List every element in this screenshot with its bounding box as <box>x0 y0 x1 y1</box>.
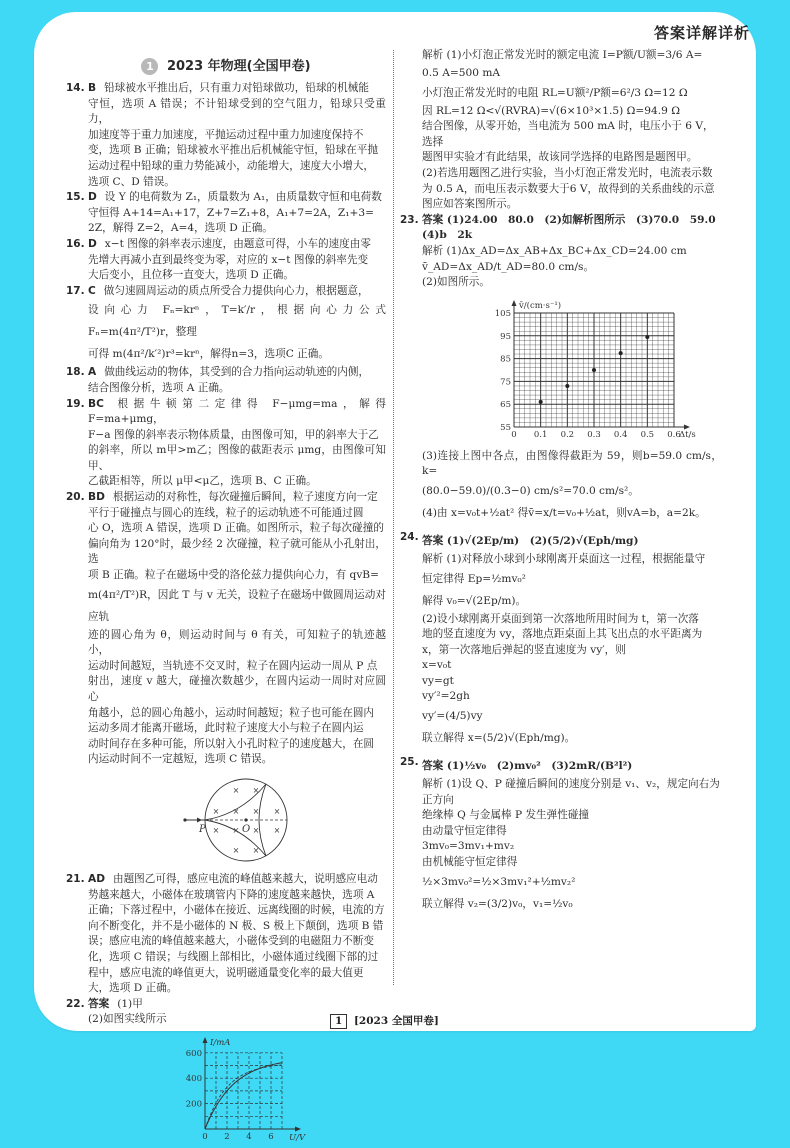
text-line: 解析 (1)Δx_AD=Δx_AB+Δx_BC+Δx_CD=24.00 cm <box>422 244 687 257</box>
text-line: 程中，感应电流的峰值更大，说明磁通量变化率的最大值更 <box>88 966 364 979</box>
x-tick-label: 2 <box>224 1131 230 1142</box>
text-line: 守恒得 A+14=A₁+17，Z+7=Z₁+8，A₁+7=2A，Z₁+3= <box>88 206 375 219</box>
x-axis-arrow-icon <box>295 1126 301 1131</box>
text-line: 动时间存在多种可能，所以射入小孔时粒子的速度越大，在圆 <box>88 737 375 750</box>
text-line <box>88 365 386 381</box>
x-tick-label: 6 <box>268 1131 274 1142</box>
question-number: 23. <box>400 213 419 226</box>
text-line: 偏向角为 120°时，最少经 2 次碰撞，粒子就可能从小孔射出，选 <box>88 537 386 566</box>
x-tick-label: 0 <box>511 429 517 440</box>
text-content: 由题图乙可得，感应电流的峰值越来越大，说明感应电动 <box>113 872 378 885</box>
text-content: 根据牛顿第二定律得 F−μmg=ma，解得 F=ma+μmg， <box>88 397 386 426</box>
text-line: 内运动时间不一定越短，选项 C 错误。 <box>88 753 273 766</box>
text-line: 乙截距相等，所以 μ甲<μ乙，选项 B、C 正确。 <box>88 475 317 488</box>
question-25 <box>400 755 722 915</box>
text-line: ½×3mv₀²=½×3mv₁²+½mv₂² <box>422 875 576 888</box>
field-into-page-symbol: × <box>252 845 260 855</box>
data-point <box>565 384 569 388</box>
text-line: 大后变小，且位移一直变大，选项 D 正确。 <box>88 269 294 282</box>
text-line <box>88 490 386 506</box>
question-number: 16. <box>66 237 85 250</box>
q24-analysis <box>422 552 722 749</box>
answer-choice: 答案 <box>88 997 110 1010</box>
text-line: 势越来越大，小磁体在玻璃管内下降的速度越来越快，选项 A <box>88 888 375 901</box>
text-content: (1)甲 <box>117 997 143 1010</box>
x-tick-label: 0 <box>202 1131 208 1142</box>
text-line: (3)连接上图中各点，由图像得截距为 59，则b=59.0 cm/s，k= <box>422 449 722 478</box>
field-into-page-symbol: × <box>273 825 281 835</box>
text-line: 的斜率，所以 m甲>m乙；图像的截距表示 μmg，由图像可知甲、 <box>88 444 386 472</box>
text-line: 小灯泡正常发光时的电阻 RL=U额²/P额=6²/3 Ω=12 Ω <box>422 86 688 99</box>
velocity-time-chart <box>452 295 696 445</box>
text-line: 守恒，选项 A 错误；不计铅球受到的空气阻力，铅球只受重力， <box>88 97 386 126</box>
y-axis-label: v̄/(cm·s⁻¹) <box>519 300 562 311</box>
x-tick-label: 0.5 <box>640 429 655 440</box>
section-number-badge: 1 <box>141 58 158 75</box>
x-tick-label: 0.4 <box>613 429 628 440</box>
field-into-page-symbol: × <box>252 785 260 795</box>
text-line: 加速度等于重力加速度，平抛运动过程中重力加速度保持不 <box>88 128 364 141</box>
question-14 <box>66 81 386 190</box>
answer-choice: AD <box>88 872 105 885</box>
field-into-page-symbol: × <box>232 825 240 835</box>
text-line: vy′²=2gh <box>422 690 470 703</box>
answer-line: (4)b 2k <box>422 229 473 242</box>
text-line: x，第一次落地后弹起的竖直速度为 vy′，则 <box>422 643 626 656</box>
question-17 <box>66 284 386 366</box>
answer-line: 答案 (1)24.00 80.0 (2)如解析图所示 (3)70.0 59.0 <box>422 213 716 226</box>
question-20 <box>66 490 386 768</box>
field-into-page-symbol: × <box>252 806 260 816</box>
q23-analysis-part2 <box>422 449 722 524</box>
text-line: 解析 (1)设 Q、P 碰撞后瞬间的速度分别是 v₁、v₂，规定向右为 <box>422 778 720 791</box>
page-footer <box>330 1013 439 1029</box>
q22-analysis <box>400 44 722 213</box>
question-23 <box>400 213 722 524</box>
question-number: 22. <box>66 997 85 1010</box>
answer-choice: D <box>88 191 97 204</box>
solid-curve <box>205 1063 282 1129</box>
left-question-list <box>66 81 386 1144</box>
text-line: 化，选项 C 错误；与线圈上部相比，小磁体通过线圈下部的过 <box>88 950 379 963</box>
q25-answer: 答案 (1)½v₀ (2)mv₀² (3)2mR/(B²l²) <box>422 760 633 773</box>
question-18 <box>66 365 386 396</box>
answer-choice: B <box>88 82 97 94</box>
center-dot <box>244 818 247 821</box>
text-line: (2)如图所示。 <box>422 276 490 289</box>
x-axis-label: U/V <box>289 1132 306 1143</box>
text-line: 角越小，总的圆心角越小，运动时间越短；粒子也可能在圆内 <box>88 706 375 719</box>
field-into-page-symbol: × <box>232 845 240 855</box>
question-number: 24. <box>400 530 419 543</box>
column-divider <box>393 50 394 985</box>
text-content: 根据运动的对称性，每次碰撞后瞬间，粒子速度方向一定 <box>112 491 378 504</box>
answer-choice: D <box>88 237 97 250</box>
text-line: 向不断变化，并不是小磁体的 N 极、S 极上下颠倒，选项 B 错 <box>88 919 384 932</box>
y-tick-label: 75 <box>500 377 511 388</box>
text-line: 题图甲实验才有此结果，故该同学选择的电路图是题图甲。 <box>422 151 698 164</box>
label-p: P <box>199 823 206 835</box>
text-line <box>88 397 386 428</box>
text-line <box>88 284 386 300</box>
text-line: 结合图像，从零开始，当电流为 500 mA 时，电压小于 6 V，选择 <box>422 120 714 148</box>
right-column <box>400 34 722 915</box>
text-line: 恒定律得 Ep=½mv₀² <box>422 572 526 585</box>
question-21 <box>66 872 386 997</box>
answer-choice: BD <box>88 491 105 504</box>
text-content: 做曲线运动的物体，其受到的合力指向运动轨迹的内侧， <box>104 366 370 379</box>
text-line: 先增大再减小直到最终变为零，对应的 x−t 图像的斜率先变 <box>88 253 369 266</box>
text-line: 正确；下落过程中，小磁体在接近、远离线圈的时候，电流的方 <box>88 904 385 917</box>
question-19 <box>66 397 386 491</box>
text-line: 为 0.5 A，而电压表示数要大于6 V，故得到的关系曲线的示意 <box>422 182 715 195</box>
field-into-page-symbol: × <box>273 806 281 816</box>
field-into-page-symbol: × <box>212 825 220 835</box>
text-line: 图应如答案图所示。 <box>422 198 518 211</box>
text-line: 联立解得 v₂=(3/2)v₀，v₁=½v₀ <box>422 897 573 910</box>
section-title-text: 2023 年物理(全国甲卷) <box>166 59 311 74</box>
question-number: 15. <box>66 191 85 204</box>
question-16 <box>66 237 386 284</box>
text-line: 联立解得 x=(5/2)√(Eph/mg)。 <box>422 732 576 745</box>
text-line <box>88 190 386 206</box>
data-point <box>539 400 543 404</box>
answer-choice: BC <box>88 397 104 410</box>
text-line: 绝缘棒 Q 与金属棒 P 发生弹性碰撞 <box>422 809 590 822</box>
text-line <box>88 997 386 1013</box>
text-line: 射出，速度 v 越大，碰撞次数越少，在圆内运动一周时对应圆心 <box>88 675 386 703</box>
section-title <box>66 57 386 77</box>
question-number: 19. <box>66 397 85 410</box>
question-15 <box>66 190 386 237</box>
field-into-page-symbol: × <box>232 806 240 816</box>
question-number: 18. <box>66 366 85 379</box>
text-line: 3mv₀=3mv₁+mv₂ <box>422 840 515 853</box>
text-line: 解得 v₀=√(2Ep/m)。 <box>422 594 527 607</box>
x-tick-label: 0.3 <box>587 429 601 440</box>
text-content: x−t 图像的斜率表示速度，由题意可得，小车的速度由零 <box>104 237 371 250</box>
text-line: 迹的圆心角为 θ，则运动时间与 θ 有关，可知粒子的轨迹越小， <box>88 628 386 657</box>
text-line: 因 RL=12 Ω<√(RVRA)=√(6×10³×1.5) Ω=94.9 Ω <box>422 104 680 117</box>
particle-source-dot <box>183 818 186 821</box>
text-line: 运动时间越短，当轨迹不交叉时，粒子在圆内运动一周从 P 点 <box>88 659 378 672</box>
x-tick-label: 0.6 <box>667 429 681 440</box>
text-line: 误；感应电流的峰值越来越大，小磁体受到的电磁阻力不断变 <box>88 935 375 948</box>
y-tick-label: 65 <box>500 399 511 410</box>
text-line: vy=gt <box>422 674 454 687</box>
dashed-curve <box>205 1065 282 1129</box>
text-content: 铅球被水平推出后，只有重力对铅球做功，铅球的机械能 <box>104 82 369 94</box>
y-tick-label: 200 <box>185 1099 202 1110</box>
text-line: 由动量守恒定律得 <box>422 824 507 837</box>
page-header-title: 答案详解详析 <box>653 24 750 42</box>
text-line: 解析 (1)小灯泡正常发光时的额定电流 I=P额/U额=3/6 A= <box>422 49 703 61</box>
text-line: 由机械能守恒定律得 <box>422 856 518 869</box>
text-line: 心 O，选项 A 错误，选项 D 正确。如图所示，粒子每次碰撞的 <box>88 522 384 535</box>
text-line: v̄_AD=Δx_AD/t_AD=80.0 cm/s。 <box>422 260 595 273</box>
text-content: 设 Y 的电荷数为 Z₁，质量数为 A₁，由质量数守恒和电荷数 <box>104 191 382 204</box>
text-line: 地的竖直速度为 vy，落地点距桌面上其飞出点的水平距离为 <box>422 628 703 641</box>
text-line: 解析 (1)对释放小球到小球刚离开桌面这一过程，根据能量守 <box>422 552 706 565</box>
y-tick-label: 55 <box>500 422 511 433</box>
data-point <box>645 335 649 339</box>
question-number: 25. <box>400 756 419 769</box>
text-line: (2)若选用题图乙进行实验，当小灯泡正常发光时，电流表示数 <box>422 166 713 179</box>
y-tick-label: 600 <box>185 1048 202 1059</box>
footer-label: [2023 全国甲卷] <box>353 1015 439 1027</box>
left-column <box>66 57 386 1148</box>
text-line: 项 B 正确。粒子在磁场中受的洛伦兹力提供向心力，有 qvB= <box>88 569 379 582</box>
text-line <box>88 81 386 97</box>
y-axis-arrow-icon <box>512 300 517 306</box>
y-tick-label: 95 <box>500 331 511 342</box>
text-line: 变，选项 B 正确；铅球被水平推出后机械能守恒，铅球在平抛 <box>88 144 378 157</box>
x-tick-label: 0.2 <box>560 429 575 440</box>
x-tick-label: 0.1 <box>533 429 548 440</box>
y-axis-arrow-icon <box>203 1037 208 1043</box>
text-line: 选项 C、D 错误。 <box>88 175 175 188</box>
text-content: 做匀速圆周运动的质点所受合力提供向心力，根据题意， <box>103 284 369 297</box>
text-line <box>88 872 386 888</box>
x-tick-label: 4 <box>246 1131 252 1142</box>
question-24 <box>400 530 722 749</box>
text-line: (2)如图实线所示 <box>88 1013 167 1026</box>
text-line <box>88 237 386 253</box>
text-line: x=v₀t <box>422 659 452 672</box>
q24-answer: 答案 (1)√(2Ep/m) (2)(5/2)√(Eph/mg) <box>422 534 639 547</box>
y-tick-label: 85 <box>500 354 511 365</box>
text-line: (2)设小球刚离开桌面到第一次落地所用时间为 t，第一次落 <box>422 612 699 625</box>
text-line: 大，选项 D 正确。 <box>88 982 178 995</box>
text-line: 平行于碰撞点与圆心的连线，粒子的运动轨迹不可能通过圆 <box>88 506 364 519</box>
current-voltage-graph <box>76 1032 376 1144</box>
text-line: (80.0−59.0)/(0.3−0) cm/s²=70.0 cm/s²。 <box>422 484 639 497</box>
magnetic-field-circle-figure <box>76 772 376 868</box>
text-line: 0.5 A=500 mA <box>422 67 501 79</box>
text-line: 结合图像分析，选项 A 正确。 <box>88 381 230 394</box>
page-number: 1 <box>330 1014 347 1029</box>
question-number: 17. <box>66 284 85 297</box>
x-axis-arrow-icon <box>684 424 690 429</box>
field-into-page-symbol: × <box>212 806 220 816</box>
data-point <box>619 351 623 355</box>
arrow-icon <box>197 817 202 822</box>
text-line: 运动多周才能离开磁场，此时粒子速度大小与粒子在圆内运 <box>88 722 364 735</box>
field-into-page-symbol: × <box>232 785 240 795</box>
answer-choice: C <box>88 284 96 297</box>
text-line: 正方向 <box>422 793 454 806</box>
answer-choice: A <box>88 366 97 379</box>
x-axis-label: Δt/s <box>679 429 696 440</box>
label-o: O <box>242 823 251 835</box>
text-line: 运动过程中铅球的重力势能减小，动能增大，速度大小增大， <box>88 159 375 172</box>
q23-answer <box>422 213 722 244</box>
text-line: m(4π²/T²)R，因此 T 与 v 无关，设粒子在磁场中做圆周运动对应轨 <box>88 588 386 623</box>
y-tick-label: 105 <box>494 308 511 319</box>
question-number: 14. <box>66 82 85 94</box>
q23-analysis-part1 <box>422 244 722 291</box>
text-line: 2Z，解得 Z=2，A=4，选项 D 正确。 <box>88 222 273 235</box>
text-line: vy′=(4/5)vy <box>422 710 483 723</box>
data-point <box>592 368 596 372</box>
text-line: 设向心力 Fₙ=krⁿ，T=k′/r，根据向心力公式 Fₙ=m(4π²/T²)r，整理 <box>88 304 386 339</box>
text-line: F−a 图像的斜率表示物体质量，由图像可知，甲的斜率大于乙 <box>88 428 379 441</box>
text-line: (4)由 x=v₀t+½at² 得v̄=x/t=v₀+½at，则vA=b，a=2k。 <box>422 506 706 519</box>
question-number: 21. <box>66 872 85 885</box>
question-number: 20. <box>66 491 85 504</box>
q25-analysis <box>422 777 722 915</box>
text-line: 可得 m(4π²/k′²)r³=krⁿ，解得n=3，选项C 正确。 <box>88 348 329 361</box>
field-into-page-symbol: × <box>252 825 260 835</box>
y-axis-label: I/mA <box>210 1037 231 1048</box>
y-tick-label: 400 <box>185 1074 202 1085</box>
